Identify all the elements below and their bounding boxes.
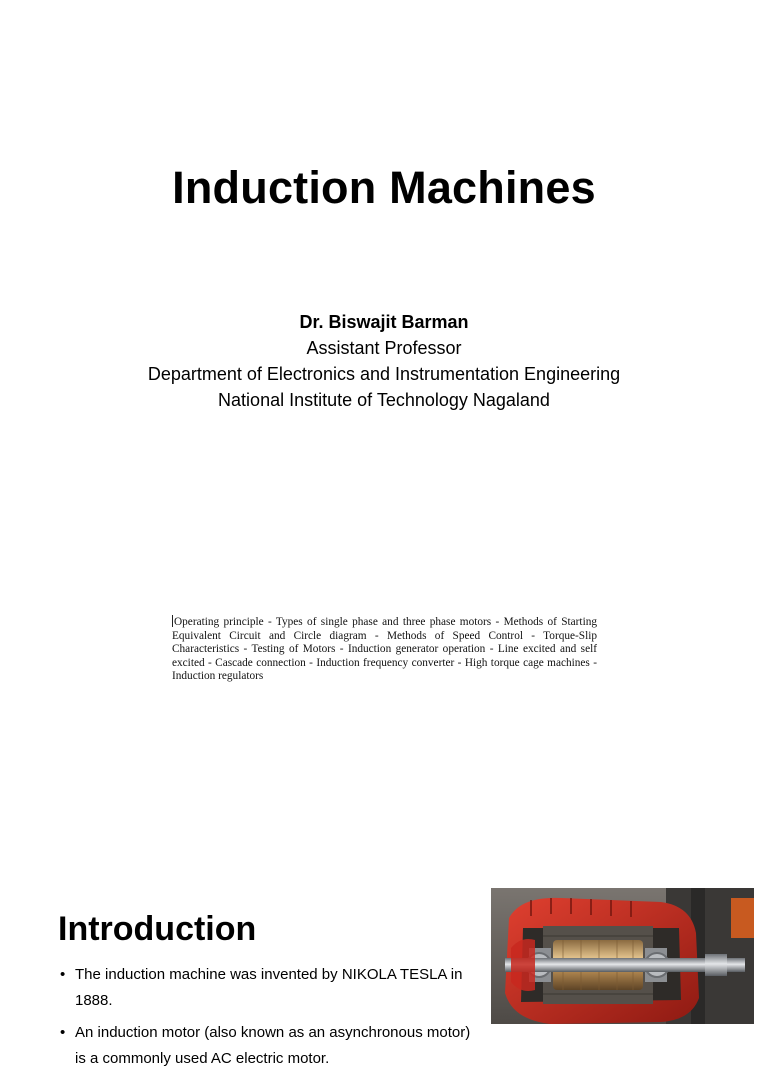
text-cursor-icon xyxy=(172,615,173,627)
syllabus-text-block xyxy=(172,615,597,684)
author-position: Assistant Professor xyxy=(306,338,462,358)
author-institute: National Institute of Technology Nagaland xyxy=(218,390,550,410)
list-item xyxy=(58,1020,478,1072)
bullet-text: An induction motor (also known as an asynchronous motor) is a commonly used AC electric motor. xyxy=(75,1024,471,1067)
bullet-text: The induction machine was invented by NIKOLA TESLA in 1888. xyxy=(75,966,463,1009)
bullet-icon: • xyxy=(60,1024,66,1041)
intro-slide xyxy=(0,880,768,1067)
cutaway-induction-motor-photo-icon xyxy=(491,888,754,1024)
author-department: Department of Electronics and Instrumentation Engineering xyxy=(147,364,621,384)
author-name: Dr. Biswajit Barman xyxy=(299,312,469,332)
intro-heading: Introduction xyxy=(58,910,257,948)
bullet-icon: • xyxy=(60,966,66,983)
list-item xyxy=(58,962,478,1014)
motor-cutaway-image xyxy=(491,888,754,1024)
bullet-list xyxy=(58,962,478,1078)
author-block xyxy=(0,309,768,413)
syllabus-text: Operating principle - Types of single phase and three phase motors - Methods of Starting Equivalent Circuit and Circle diagram - Methods of Speed Control - Torque-Slip Characteristics - Testing of Motors - Induction generator operation - Line excited and self excited - Cascade connection - Induction frequency converter - High torque cage machines - Induction regulators xyxy=(172,616,597,683)
slide-title: Induction Machines xyxy=(172,162,596,213)
